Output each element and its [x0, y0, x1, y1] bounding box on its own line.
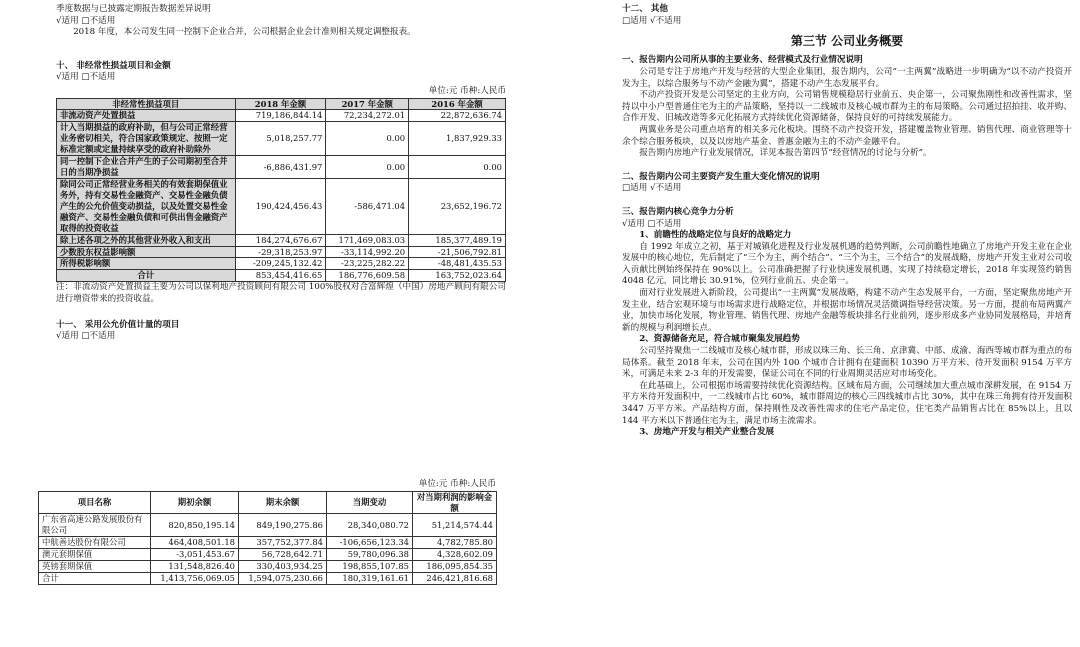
- cell-begin: 1,413,756,069.05: [151, 573, 239, 585]
- fair-value-block: [38, 479, 496, 585]
- table-row: [39, 514, 497, 537]
- col-header: 2016 年金额: [409, 98, 506, 110]
- section-12-title: 十二、 其他: [622, 4, 668, 14]
- cell-2016: 1,837,929.33: [409, 122, 506, 156]
- non-recurring-table: [56, 98, 506, 283]
- s3-applicable: √适用 □不适用: [622, 218, 682, 229]
- intro-text: 2018 年度，本公司发生同一控制下企业合并，公司根据企业会计准则相关规定调整报表。: [73, 27, 416, 38]
- row-name: 英镑套期保值: [39, 561, 151, 573]
- section-10-unit: 单位:元 币种:人民币: [428, 85, 506, 96]
- cell-2017: -33,114,992.20: [326, 246, 409, 258]
- cell-impact: 186,095,854.35: [413, 561, 497, 573]
- col-header: 期末余额: [239, 491, 327, 514]
- cell-2017: 171,469,083.03: [326, 234, 409, 246]
- table-row: [57, 246, 506, 258]
- cell-change: 59,780,096.38: [327, 549, 413, 561]
- s3-subheading: 1、前瞻性的战略定位与良好的战略定力: [639, 230, 792, 241]
- s3-title: 三、报告期内核心竞争力分析: [622, 206, 734, 217]
- section-11-title: 十一、 采用公允价值计量的项目: [56, 319, 180, 330]
- table-total-row: [57, 270, 506, 282]
- table-row: [57, 234, 506, 246]
- s1-paragraph: 不动产投资开发是公司坚定的主业方向，公司销售规模稳居行业前五、央企第一，公司聚焦刚性和改善性需求，坚持以中小户型普通住宅为主的产品策略，坚持以一二线城市及核心城市群为主的布局策略。公司通过招拍挂、收并购、合作开发、旧城改造等多元化拓展方式持续优化资源储备，保持良好的可持续发展能力。: [622, 90, 1072, 124]
- s3-paragraph: 公司坚持聚焦一二线城市及核心城市群，形成以珠三角、长三角、京津冀、中部、成渝、海西等城市群为重点的布局体系。截至 2018 年末，公司在国内外 100 个城市合计拥有在建面积 10390 万平方米、待开发面积 9154 万平方米，可满足未来 2-3 年的开发需要，保证公司在不同的行业周期灵活应对市场变化。: [622, 346, 1072, 380]
- row-item: 计入当期损益的政府补助，但与公司正常经营业务密切相关，符合国家政策规定、按照一定标准定额或定量持续享受的政府补助除外: [57, 122, 236, 156]
- s3-paragraph: 在此基础上，公司根据市场需要持续优化资源结构。区域布局方面，公司继续加大重点城市深耕发展，在 9154 万平方米待开发面积中，一二线城市占比 60%，城市群周边的核心三四线城市占比 30%，其中在珠三角拥有待开发面积 3447 万平方米。产品结构方面，保持刚性及改善性需求的住宅产品定位，住宅类产品销售占比在 85%以上，且以 144 平方米以下普通住宅为主，满足市场主流需求。: [622, 380, 1072, 426]
- table-row: [39, 549, 497, 561]
- row-name: 中航善达股份有限公司: [39, 537, 151, 549]
- cell-change: 28,340,080.72: [327, 514, 413, 537]
- table-row: [39, 537, 497, 549]
- cell-2016: -21,506,792.81: [409, 246, 506, 258]
- section-heading: 第三节 公司业务概要: [790, 34, 904, 49]
- cell-begin: 131,548,826.40: [151, 561, 239, 573]
- cell-impact: 4,782,785.80: [413, 537, 497, 549]
- s2-applicable: □适用 √不适用: [622, 183, 682, 194]
- table-header-row: [57, 98, 506, 110]
- s1-paragraph: 报告期内房地产行业发展情况，详见本报告第四节“经营情况的讨论与分析”。: [639, 148, 932, 159]
- fair-value-table: [38, 491, 497, 585]
- cell-2016: 0.00: [409, 156, 506, 179]
- s1-title: 一、报告期内公司所从事的主要业务、经营模式及行业情况说明: [622, 55, 863, 66]
- cell-2017: -586,471.04: [326, 179, 409, 235]
- cell-2018: 184,274,676.67: [235, 234, 326, 246]
- s3-paragraph: 面对行业发展进入新阶段，公司提出“一主两翼”发展战略，构建不动产生态发展平台，一方面，坚定聚焦房地产开发主业，结合宏观环境与市场需求进行战略定位，并根据市场情况灵活微调指导经营决策。另一方面，提前布局两翼产业，加快市场化发展，物业管理、销售代理、房地产金融等板块排名行业前列，逐步形成多产业协同发展格局，并培育新的规模与利润增长点。: [622, 288, 1072, 333]
- section-10-applicable: √适用 □不适用: [56, 72, 116, 83]
- row-name: 合计: [39, 573, 151, 585]
- col-header: 非经常性损益项目: [57, 98, 236, 110]
- row-item: 同一控制下企业合并产生的子公司期初至合并日的当期净损益: [57, 156, 236, 179]
- cell-2016: 23,652,196.72: [409, 179, 506, 235]
- cell-2018: 5,018,257.77: [235, 122, 326, 156]
- table-total-row: [39, 573, 497, 585]
- table-row: [57, 156, 506, 179]
- cell-2018: 719,186,844.14: [235, 110, 326, 122]
- cell-begin: 820,850,195.14: [151, 514, 239, 537]
- row-name: 广东省高速公路发展股份有限公司: [39, 514, 151, 537]
- right-page: [622, 0, 1072, 647]
- s3-paragraph: 自 1992 年成立之初，基于对城镇化进程及行业发展机遇的趋势判断，公司前瞻性地确立了房地产开发主业在企业发展中的核心地位，先后制定了“三个为主，两个结合”、“三个为主，三个结合”的发展战略，房地产开发主业对公司收入贡献比例始终保持在 90%以上。公司准确把握了行业快速发展机遇，实现了持续稳定增长，2018 年实现签约销售 4048 亿元，同比增长 30.91%，位列行业前五、央企第一。: [622, 241, 1072, 287]
- cell-impact: 246,421,816.68: [413, 573, 497, 585]
- cell-change: 198,855,107.85: [327, 561, 413, 573]
- cell-2018: -209,245,132.42: [235, 258, 326, 270]
- cell-2017: 0.00: [326, 156, 409, 179]
- table-note: 注：非流动资产处置损益主要为公司以保利地产投资顾问有限公司 100%股权对合富辉煌（中国）房地产顾问有限公司进行增资带来的投资收益。: [56, 282, 506, 304]
- s3-subheading: 3、房地产开发与相关产业整合发展: [639, 427, 775, 438]
- cell-end: 330,403,934.25: [239, 561, 327, 573]
- row-item: 所得税影响额: [57, 258, 236, 270]
- cell-2017: 0.00: [326, 122, 409, 156]
- cell-2016: 22,872,636.74: [409, 110, 506, 122]
- row-item: 非流动资产处置损益: [57, 110, 236, 122]
- table-row: [39, 561, 497, 573]
- cell-2018: 853,454,416.65: [235, 270, 326, 282]
- s1-paragraph: 公司是专注于房地产开发与经营的大型企业集团，报告期内，公司“一主两翼”战略进一步明确为“以不动产投资开发为主，以综合服务与不动产金融为翼”，搭建不动产生态发展平台。: [622, 66, 1072, 89]
- table-header-row: [39, 491, 497, 514]
- cell-impact: 4,328,602.09: [413, 549, 497, 561]
- col-header: 对当期利润的影响金额: [413, 491, 497, 514]
- row-item: 除上述各项之外的其他营业外收入和支出: [57, 234, 236, 246]
- section-12-applicable: □适用 √不适用: [622, 15, 682, 26]
- table-row: [57, 122, 506, 156]
- cell-2017: 186,776,609.58: [326, 270, 409, 282]
- cell-2018: -29,318,253.97: [235, 246, 326, 258]
- table-row: [57, 258, 506, 270]
- col-header: 2017 年金额: [326, 98, 409, 110]
- cell-end: 357,752,377.84: [239, 537, 327, 549]
- s3-subheading: 2、资源储备充足，符合城市聚集发展趋势: [639, 334, 800, 345]
- cell-2016: 163,752,023.64: [409, 270, 506, 282]
- row-item: 除同公司正常经营业务相关的有效套期保值业务外，持有交易性金融资产、交易性金融负债产生的公允价值变动损益，以及处置交易性金融资产、交易性金融负债和可供出售金融资产取得的投资收益: [57, 179, 236, 235]
- table-row: [57, 179, 506, 235]
- row-name: 澳元套期保值: [39, 549, 151, 561]
- cell-2018: -6,886,431.97: [235, 156, 326, 179]
- cell-2018: 190,424,456.43: [235, 179, 326, 235]
- cell-2016: 185,377,489.19: [409, 234, 506, 246]
- row-item: 合计: [57, 270, 236, 282]
- col-header: 2018 年金额: [235, 98, 326, 110]
- cell-begin: 464,408,501.18: [151, 537, 239, 549]
- cell-begin: -3,051,453.67: [151, 549, 239, 561]
- intro-applicable: √适用 □不适用: [56, 15, 116, 26]
- intro-title: 季度数据与已披露定期报告数据差异说明: [56, 4, 211, 14]
- s1-paragraph: 两翼业务是公司重点培育的相关多元化板块。围绕不动产投资开发，搭建覆盖物业管理、销售代理、商业管理等十余个综合服务板块，以及以房地产基金、普惠金融为主的不动产金融平台。: [622, 124, 1072, 147]
- col-header: 项目名称: [39, 491, 151, 514]
- cell-end: 849,190,275.86: [239, 514, 327, 537]
- section-11-applicable: √适用 □不适用: [56, 331, 116, 342]
- cell-change: -106,656,123.34: [327, 537, 413, 549]
- col-header: 期初余额: [151, 491, 239, 514]
- section-10-title: 十、 非经常性损益项目和金额: [56, 60, 171, 71]
- s2-title: 二、报告期内公司主要资产发生重大变化情况的说明: [622, 171, 820, 182]
- cell-impact: 51,214,574.44: [413, 514, 497, 537]
- row-item: 少数股东权益影响额: [57, 246, 236, 258]
- table-row: [57, 110, 506, 122]
- cell-change: 180,319,161.61: [327, 573, 413, 585]
- section-11-unit: 单位:元 币种:人民币: [418, 479, 496, 489]
- cell-2017: 72,234,272.01: [326, 110, 409, 122]
- cell-2016: -48,481,435.53: [409, 258, 506, 270]
- cell-end: 56,728,642.71: [239, 549, 327, 561]
- col-header: 当期变动: [327, 491, 413, 514]
- cell-end: 1,594,075,230.66: [239, 573, 327, 585]
- cell-2017: -23,225,282.22: [326, 258, 409, 270]
